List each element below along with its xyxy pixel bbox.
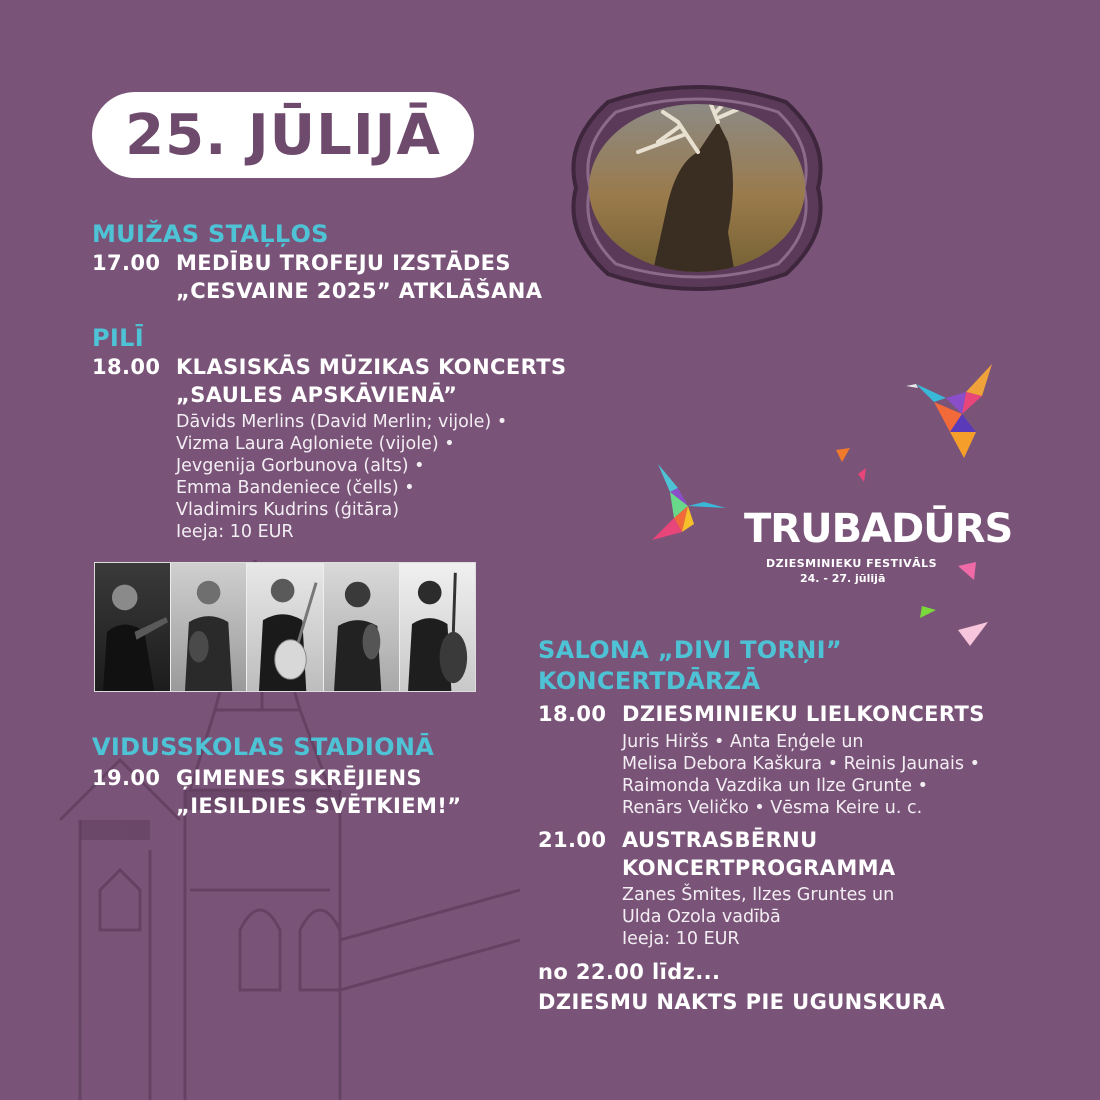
performer-line: Vizma Laura Agloniete (vijole) • [176,434,455,454]
event-info-line: Zanes Šmites, Ilzes Gruntes un [622,885,895,905]
musician-photo [171,563,247,691]
performer-line: Dāvids Merlins (David Merlin; vijole) • [176,412,508,432]
event-time-pili: 18.00 [92,355,161,379]
musician-photo [247,563,323,691]
night-event-title: DZIESMU NAKTS PIE UGUNSKURA [538,990,946,1014]
event-title-salons-2b: KONCERTPROGRAMMA [622,856,896,880]
musicians-photo-strip [94,562,476,692]
entry-fee-salons: Ieeja: 10 EUR [622,929,740,949]
performer-line: Vladimirs Kudrins (ģitāra) [176,500,400,520]
festival-logo-dates: 24. - 27. jūlijā [800,572,886,585]
event-title-stallos-2: „CESVAINE 2025” ATKLĀŠANA [176,279,543,303]
performer-line: Juris Hiršs • Anta Eņģele un [622,732,864,752]
performer-line: Renārs Veličko • Vēsma Keire u. c. [622,798,923,818]
deer-photo-frame [568,82,826,294]
venue-koncertdarza: KONCERTDĀRZĀ [538,667,761,695]
performer-line: Melisa Debora Kaškura • Reinis Jaunais • [622,754,980,774]
event-time-salons-1: 18.00 [538,702,607,726]
musician-photo [95,563,171,691]
performer-line: Raimonda Vazdika un Ilze Grunte • [622,776,928,796]
date-pill [92,92,474,178]
venue-salona-divi-torni: SALONA „DIVI TORŅI” [538,636,842,664]
venue-muizas-stallos: MUIŽAS STAĻĻOS [92,220,329,248]
venue-pili: PILĪ [92,324,144,352]
event-time-stallos: 17.00 [92,251,161,275]
event-title-stadions-2: „IESILDIES SVĒTKIEM!” [176,794,462,818]
event-time-salons-2: 21.00 [538,828,607,852]
performer-line: Jevgenija Gorbunova (alts) • [176,456,425,476]
event-title-pili-2: „SAULES APSKĀVIENĀ” [176,383,458,407]
venue-vidusskolas-stadions: VIDUSSKOLAS STADIONĀ [92,733,435,761]
musician-photo [400,563,475,691]
musician-photo [324,563,400,691]
event-title-pili-1: KLASISKĀS MŪZIKAS KONCERTS [176,355,567,379]
date-heading: 25. JŪLIJĀ [125,102,441,168]
entry-fee-pili: Ieeja: 10 EUR [176,522,294,542]
event-title-stallos-1: MEDĪBU TROFEJU IZSTĀDES [176,251,511,275]
event-title-salons-1: DZIESMINIEKU LIELKONCERTS [622,702,985,726]
event-time-stadions: 19.00 [92,766,161,790]
event-title-stadions-1: ĢIMENES SKRĒJIENS [176,766,423,790]
hummingbird-icon [648,462,728,544]
performer-line: Emma Bandeniece (čells) • [176,478,415,498]
event-info-line: Ulda Ozola vadībā [622,907,781,927]
festival-logo-subtitle: DZIESMINIEKU FESTIVĀLS [766,557,938,570]
night-event-time: no 22.00 līdz... [538,960,721,984]
event-title-salons-2a: AUSTRASBĒRNU [622,828,818,852]
festival-logo-name: TRUBADŪRS [744,506,1013,552]
